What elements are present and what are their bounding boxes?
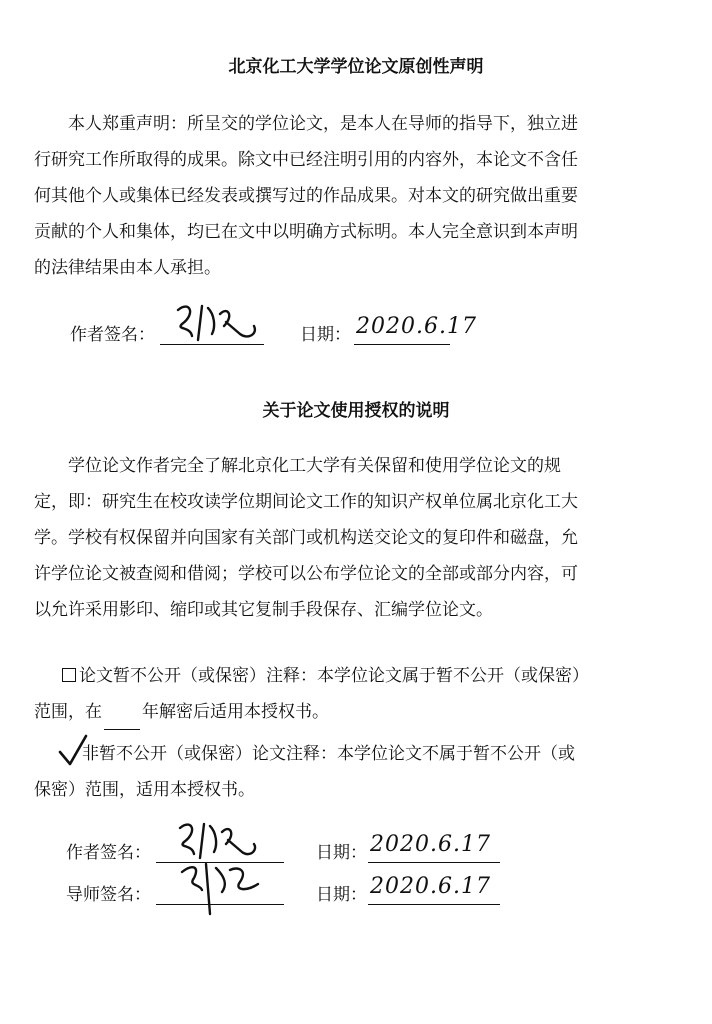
option-nonsecret-text: 非暂不公开（或保密）论文注释：本学位论文不属于暂不公开（或保密）范围，适用本授权书。	[34, 744, 575, 800]
date-label-2: 日期：	[316, 843, 367, 863]
originality-paragraph: 本人郑重声明：所呈交的学位论文，是本人在导师的指导下，独立进行研究工作所取得的成果。除文中已经注明引用的内容外，本论文不含任何其他个人或集体已经发表或撰写过的作品成果。对本文的研究做出重要贡献的个人和集体，均已在文中以明确方式标明。本人完全意识到本声明的法律结果由本人承担。	[34, 114, 578, 278]
author-sign-label: 作者签名：	[70, 325, 155, 345]
date-handwritten-2: 2020.6.17	[370, 832, 491, 857]
date-label-3: 日期：	[316, 885, 367, 905]
supervisor-signature-image	[176, 854, 266, 918]
supervisor-sign-label: 导师签名：	[66, 885, 151, 905]
decrypt-year-blank	[104, 715, 140, 730]
option-secret-text-1: 论文暂不公开（或保密）注释：本学位论文属于暂不公开（或保密）范围，在	[34, 666, 581, 722]
author-sign-label-2: 作者签名：	[66, 843, 151, 863]
authorization-paragraph: 学位论文作者完全了解北京化工大学有关保留和使用学位论文的规定，即：研究生在校攻读学位期间论文工作的知识产权单位属北京化工大学。学校有权保留并向国家有关部门或机构送交论文的复印件和磁盘，允许学位论文被查阅和借阅；学校可以公布学位论文的全部或部分内容，可以允许采用影印、缩印或其它复制手段保存、汇编学位论文。	[34, 456, 578, 620]
option-nonsecret	[34, 736, 586, 808]
checkmark-icon	[56, 734, 90, 768]
date-label: 日期：	[300, 325, 351, 345]
date-handwritten-3: 2020.6.17	[370, 874, 491, 899]
date-handwritten: 2020.6.17	[356, 314, 477, 339]
date-line	[354, 344, 450, 345]
originality-signature-row	[0, 314, 712, 358]
date-line-2	[368, 862, 500, 863]
date-line-3	[368, 904, 500, 905]
originality-title: 北京化工大学学位论文原创性声明	[228, 57, 484, 77]
secret-checkbox	[62, 668, 76, 682]
authorization-signature-block	[0, 832, 712, 926]
option-secret-text-2: 年解密后适用本授权书。	[142, 702, 329, 722]
author-signature-image	[168, 296, 268, 352]
option-secret	[34, 658, 586, 730]
authorization-title: 关于论文使用授权的说明	[262, 401, 450, 421]
